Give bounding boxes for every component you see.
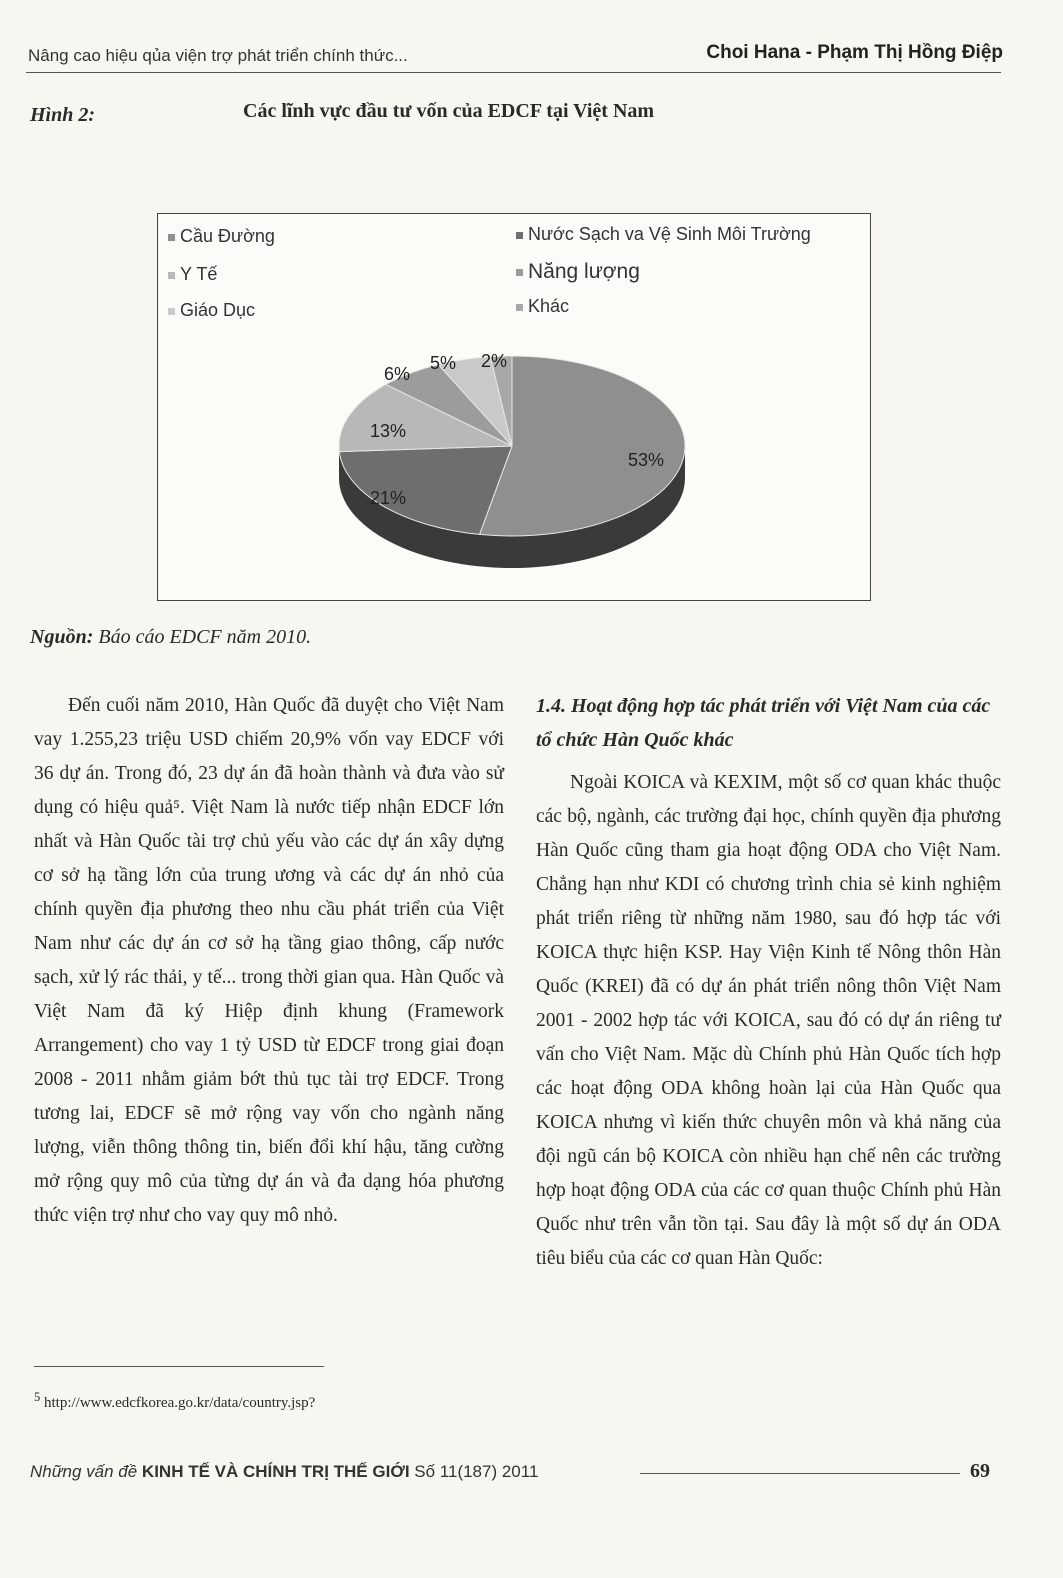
journal-footer: [30, 1462, 538, 1482]
legend-label: Giáo Dục: [180, 300, 256, 320]
pie-label-khac: 2%: [481, 351, 508, 371]
pie-label-nang-luong: 6%: [384, 364, 411, 384]
legend-label: Khác: [528, 296, 570, 316]
page-number: 69: [970, 1460, 990, 1482]
journal-issue: Số 11(187) 2011: [414, 1462, 539, 1481]
section-heading: 1.4. Hoạt động hợp tác phát triển với Việt Nam của các tổ chức Hàn Quốc khác: [536, 695, 991, 751]
pie-label-nuoc-sach: 21%: [370, 488, 407, 508]
footnote-divider: [34, 1366, 324, 1367]
left-paragraph: Đến cuối năm 2010, Hàn Quốc đã duyệt cho Việt Nam vay 1.255,23 triệu USD chiếm 20,9% vốn vay EDCF với 36 dự án. Trong đó, 23 dự án đã hoàn thành và đưa vào sử dụng có hiệu quả⁵. Việt Nam là nước tiếp nhận EDCF lớn nhất và Hàn Quốc tài trợ chủ yếu vào các dự án xây dựng cơ sở hạ tầng lớn của trung ương và các dự án nhỏ của chính quyền địa phương theo nhu cầu phát triển của Việt Nam như các dự án cơ sở hạ tầng giao thông, cấp nước sạch, xử lý rác thải, y tế... trong thời gian qua. Hàn Quốc và Việt Nam đã ký Hiệp định khung (Framework Arrangement) cho vay 1 tỷ USD từ EDCF trong giai đoạn 2008 - 2011 nhằm giảm bớt thủ tục tài trợ EDCF. Trong tương lai, EDCF sẽ mở rộng vay vốn cho ngành năng lượng, viễn thông thông tin, biến đổi khí hậu, tăng cường mở rộng quy mô của từng dự án và đa dạng hóa phương thức viện trợ như cho vay quy mô nhỏ.: [34, 695, 504, 1226]
figure-source: [30, 626, 311, 649]
footnote-mark: 5: [34, 1390, 41, 1404]
legend-label: Năng lượng: [528, 260, 640, 283]
pie-chart: [158, 214, 870, 600]
running-header-title: Nâng cao hiệu qủa viện trợ phát triển chính thức...: [28, 46, 408, 65]
footer-divider: [640, 1473, 960, 1474]
journal-prefix: Những vấn đề: [30, 1462, 138, 1481]
legend-label: Nước Sạch va Vệ Sinh Môi Trường: [528, 224, 811, 244]
pie-label-y-te: 13%: [370, 421, 407, 441]
header-divider: [26, 72, 1001, 73]
running-header-authors: Choi Hana - Phạm Thị Hồng Điệp: [706, 42, 1003, 63]
figure-label: Hình 2:: [30, 104, 96, 126]
legend-label: Cầu Đường: [180, 226, 275, 246]
pie-label-giao-duc: 5%: [430, 353, 457, 373]
source-label: Nguồn:: [30, 626, 94, 648]
journal-name: KINH TẾ VÀ CHÍNH TRỊ THẾ GIỚI: [141, 1462, 410, 1481]
pie-label-cau-duong: 53%: [628, 450, 665, 470]
figure-title: Các lĩnh vực đầu tư vốn của EDCF tại Việt Nam: [243, 100, 655, 122]
legend-label: Y Tế: [180, 264, 218, 284]
footnote: [34, 1390, 315, 1412]
right-column-text: [536, 766, 1001, 1276]
footnote-url: http://www.edcfkorea.go.kr/data/country.jsp?: [44, 1395, 316, 1411]
left-column-text: [34, 689, 504, 1233]
right-paragraph: Ngoài KOICA và KEXIM, một số cơ quan khác thuộc các bộ, ngành, các trường đại học, chính quyền địa phương Hàn Quốc cũng tham gia hoạt động ODA cho Việt Nam. Chẳng hạn như KDI có chương trình chia sẻ kinh nghiệm phát triển riêng từ những năm 1980, sau đó hợp tác với KOICA thực hiện KSP. Hay Viện Kinh tế Nông thôn Hàn Quốc (KREI) đã có dự án phát triển nông thôn Việt Nam 2001 - 2002 hợp tác với KOICA, sau đó có dự án riêng tư vấn cho Việt Nam. Mặc dù Chính phủ Hàn Quốc tích hợp các hoạt động ODA không hoàn lại của Hàn Quốc qua KOICA nhưng vì kiến thức chuyên môn và khả năng của đội ngũ cán bộ KOICA còn nhiều hạn chế nên các trường hợp hoạt động ODA của các cơ quan thuộc Chính phủ Hàn Quốc như trên vẫn tồn tại. Sau đây là một số dự án ODA tiêu biểu của các cơ quan Hàn Quốc:: [536, 772, 1001, 1269]
source-text: Báo cáo EDCF năm 2010.: [98, 626, 312, 648]
pie-chart-box: [157, 213, 871, 601]
